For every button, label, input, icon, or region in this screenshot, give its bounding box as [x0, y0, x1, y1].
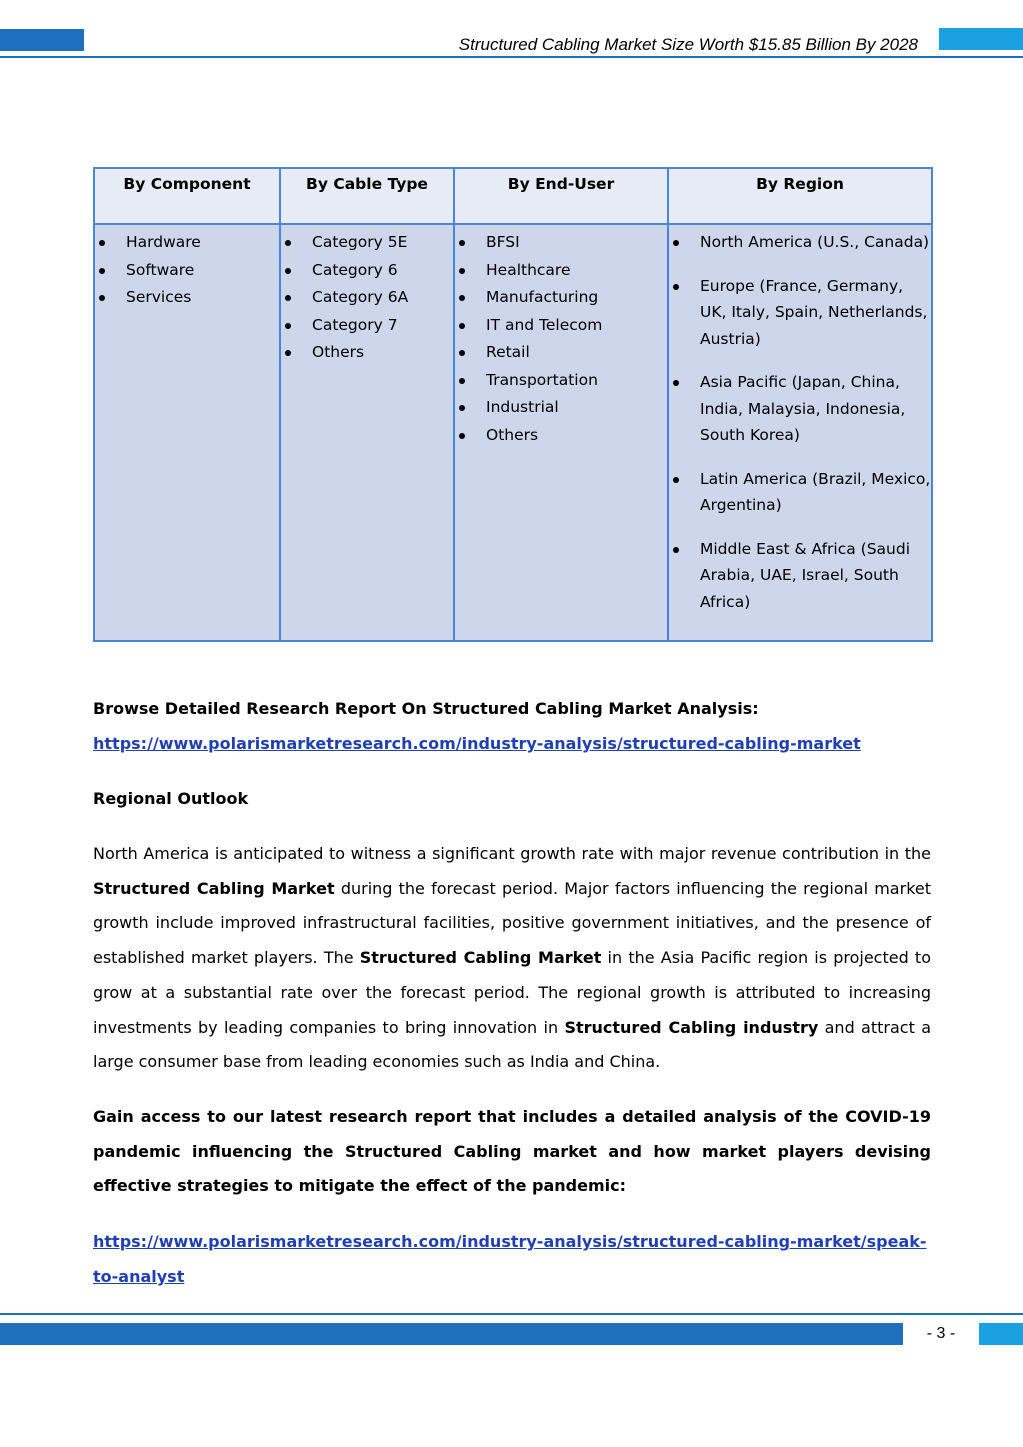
- browse-label: Browse Detailed Research Report On Structured Cabling Market Analysis:: [93, 699, 759, 718]
- list-item: Services: [95, 284, 279, 312]
- speak-to-analyst-link[interactable]: https://www.polarismarketresearch.com/industry-analysis/structured-cabling-market/speak-to-analyst: [93, 1232, 927, 1286]
- footer-bar-left: [0, 1323, 903, 1345]
- list-item: Middle East & Africa (Saudi Arabia, UAE, Israel, South Africa): [669, 536, 931, 616]
- list-item: Category 6A: [281, 284, 453, 312]
- table-row: [94, 224, 932, 641]
- analyst-link-line: [93, 1225, 931, 1294]
- list-item: Others: [281, 339, 453, 367]
- end-user-cell: [454, 224, 668, 641]
- regional-text-3: in the Asia Pacific region is projected to grow at a substantial rate over the forecast period. The regional growth is attributed to increasing investments by leading companies to bring innovation in: [93, 948, 931, 1037]
- region-list: [669, 225, 931, 615]
- list-item: Europe (France, Germany, UK, Italy, Spain, Netherlands, Austria): [669, 273, 931, 353]
- list-item: Category 6: [281, 257, 453, 285]
- list-item: Asia Pacific (Japan, China, India, Malaysia, Indonesia, South Korea): [669, 369, 931, 449]
- list-item: Retail: [455, 339, 667, 367]
- list-item: BFSI: [455, 229, 667, 257]
- component-cell: [94, 224, 280, 641]
- regional-bold-2: Structured Cabling Market: [359, 948, 602, 968]
- regional-bold-3: Structured Cabling industry: [564, 1017, 819, 1037]
- page-header-title: Structured Cabling Market Size Worth $15.85 Billion By 2028: [458, 35, 918, 54]
- table-header-row: [94, 168, 932, 224]
- column-heading: By Cable Type: [280, 168, 454, 224]
- footer-rule: [0, 1313, 1023, 1315]
- header-accent-right: [939, 28, 1023, 50]
- header-accent-left: [0, 29, 84, 51]
- footer-bar-right: [979, 1323, 1023, 1345]
- list-item: Latin America (Brazil, Mexico, Argentina): [669, 466, 931, 519]
- page-number: - 3 -: [926, 1325, 956, 1342]
- list-item: IT and Telecom: [455, 312, 667, 340]
- regional-bold-1: Structured Cabling Market: [93, 878, 335, 898]
- header-rule: [0, 56, 1023, 58]
- list-item: North America (U.S., Canada): [669, 229, 931, 256]
- column-heading: By Region: [668, 168, 932, 224]
- regional-text-4: and attract a large consumer base from leading economies such as India and China.: [93, 1017, 931, 1072]
- list-item: Category 5E: [281, 229, 453, 257]
- component-list: [95, 225, 279, 312]
- regional-text-2: during the forecast period. Major factors influencing the regional market growth include improved infrastructural facilities, positive government initiatives, and the presence of established market players. The: [93, 878, 931, 968]
- covid-paragraph: Gain access to our latest research report that includes a detailed analysis of the COVID-19 pandemic influencing the Structured Cabling market and how market players devising effective strategies to mitigate the effect of the pandemic:: [93, 1107, 931, 1196]
- list-item: Healthcare: [455, 257, 667, 285]
- list-item: Others: [455, 422, 667, 450]
- regional-text-1: North America is anticipated to witness a significant growth rate with major revenue contribution in the: [93, 844, 931, 863]
- list-item: Hardware: [95, 229, 279, 257]
- browse-link-line: [93, 727, 931, 762]
- column-heading: By Component: [94, 168, 280, 224]
- list-item: Manufacturing: [455, 284, 667, 312]
- list-item: Transportation: [455, 367, 667, 395]
- section-heading-regional: Regional Outlook: [93, 789, 249, 808]
- regional-paragraph: [93, 837, 931, 1080]
- report-link[interactable]: https://www.polarismarketresearch.com/industry-analysis/structured-cabling-market: [93, 734, 861, 753]
- list-item: Software: [95, 257, 279, 285]
- segmentation-table: [93, 167, 933, 642]
- region-cell: [668, 224, 932, 641]
- list-item: Industrial: [455, 394, 667, 422]
- end-user-list: [455, 225, 667, 449]
- cable-type-cell: [280, 224, 454, 641]
- list-item: Category 7: [281, 312, 453, 340]
- column-heading: By End-User: [454, 168, 668, 224]
- cable-type-list: [281, 225, 453, 367]
